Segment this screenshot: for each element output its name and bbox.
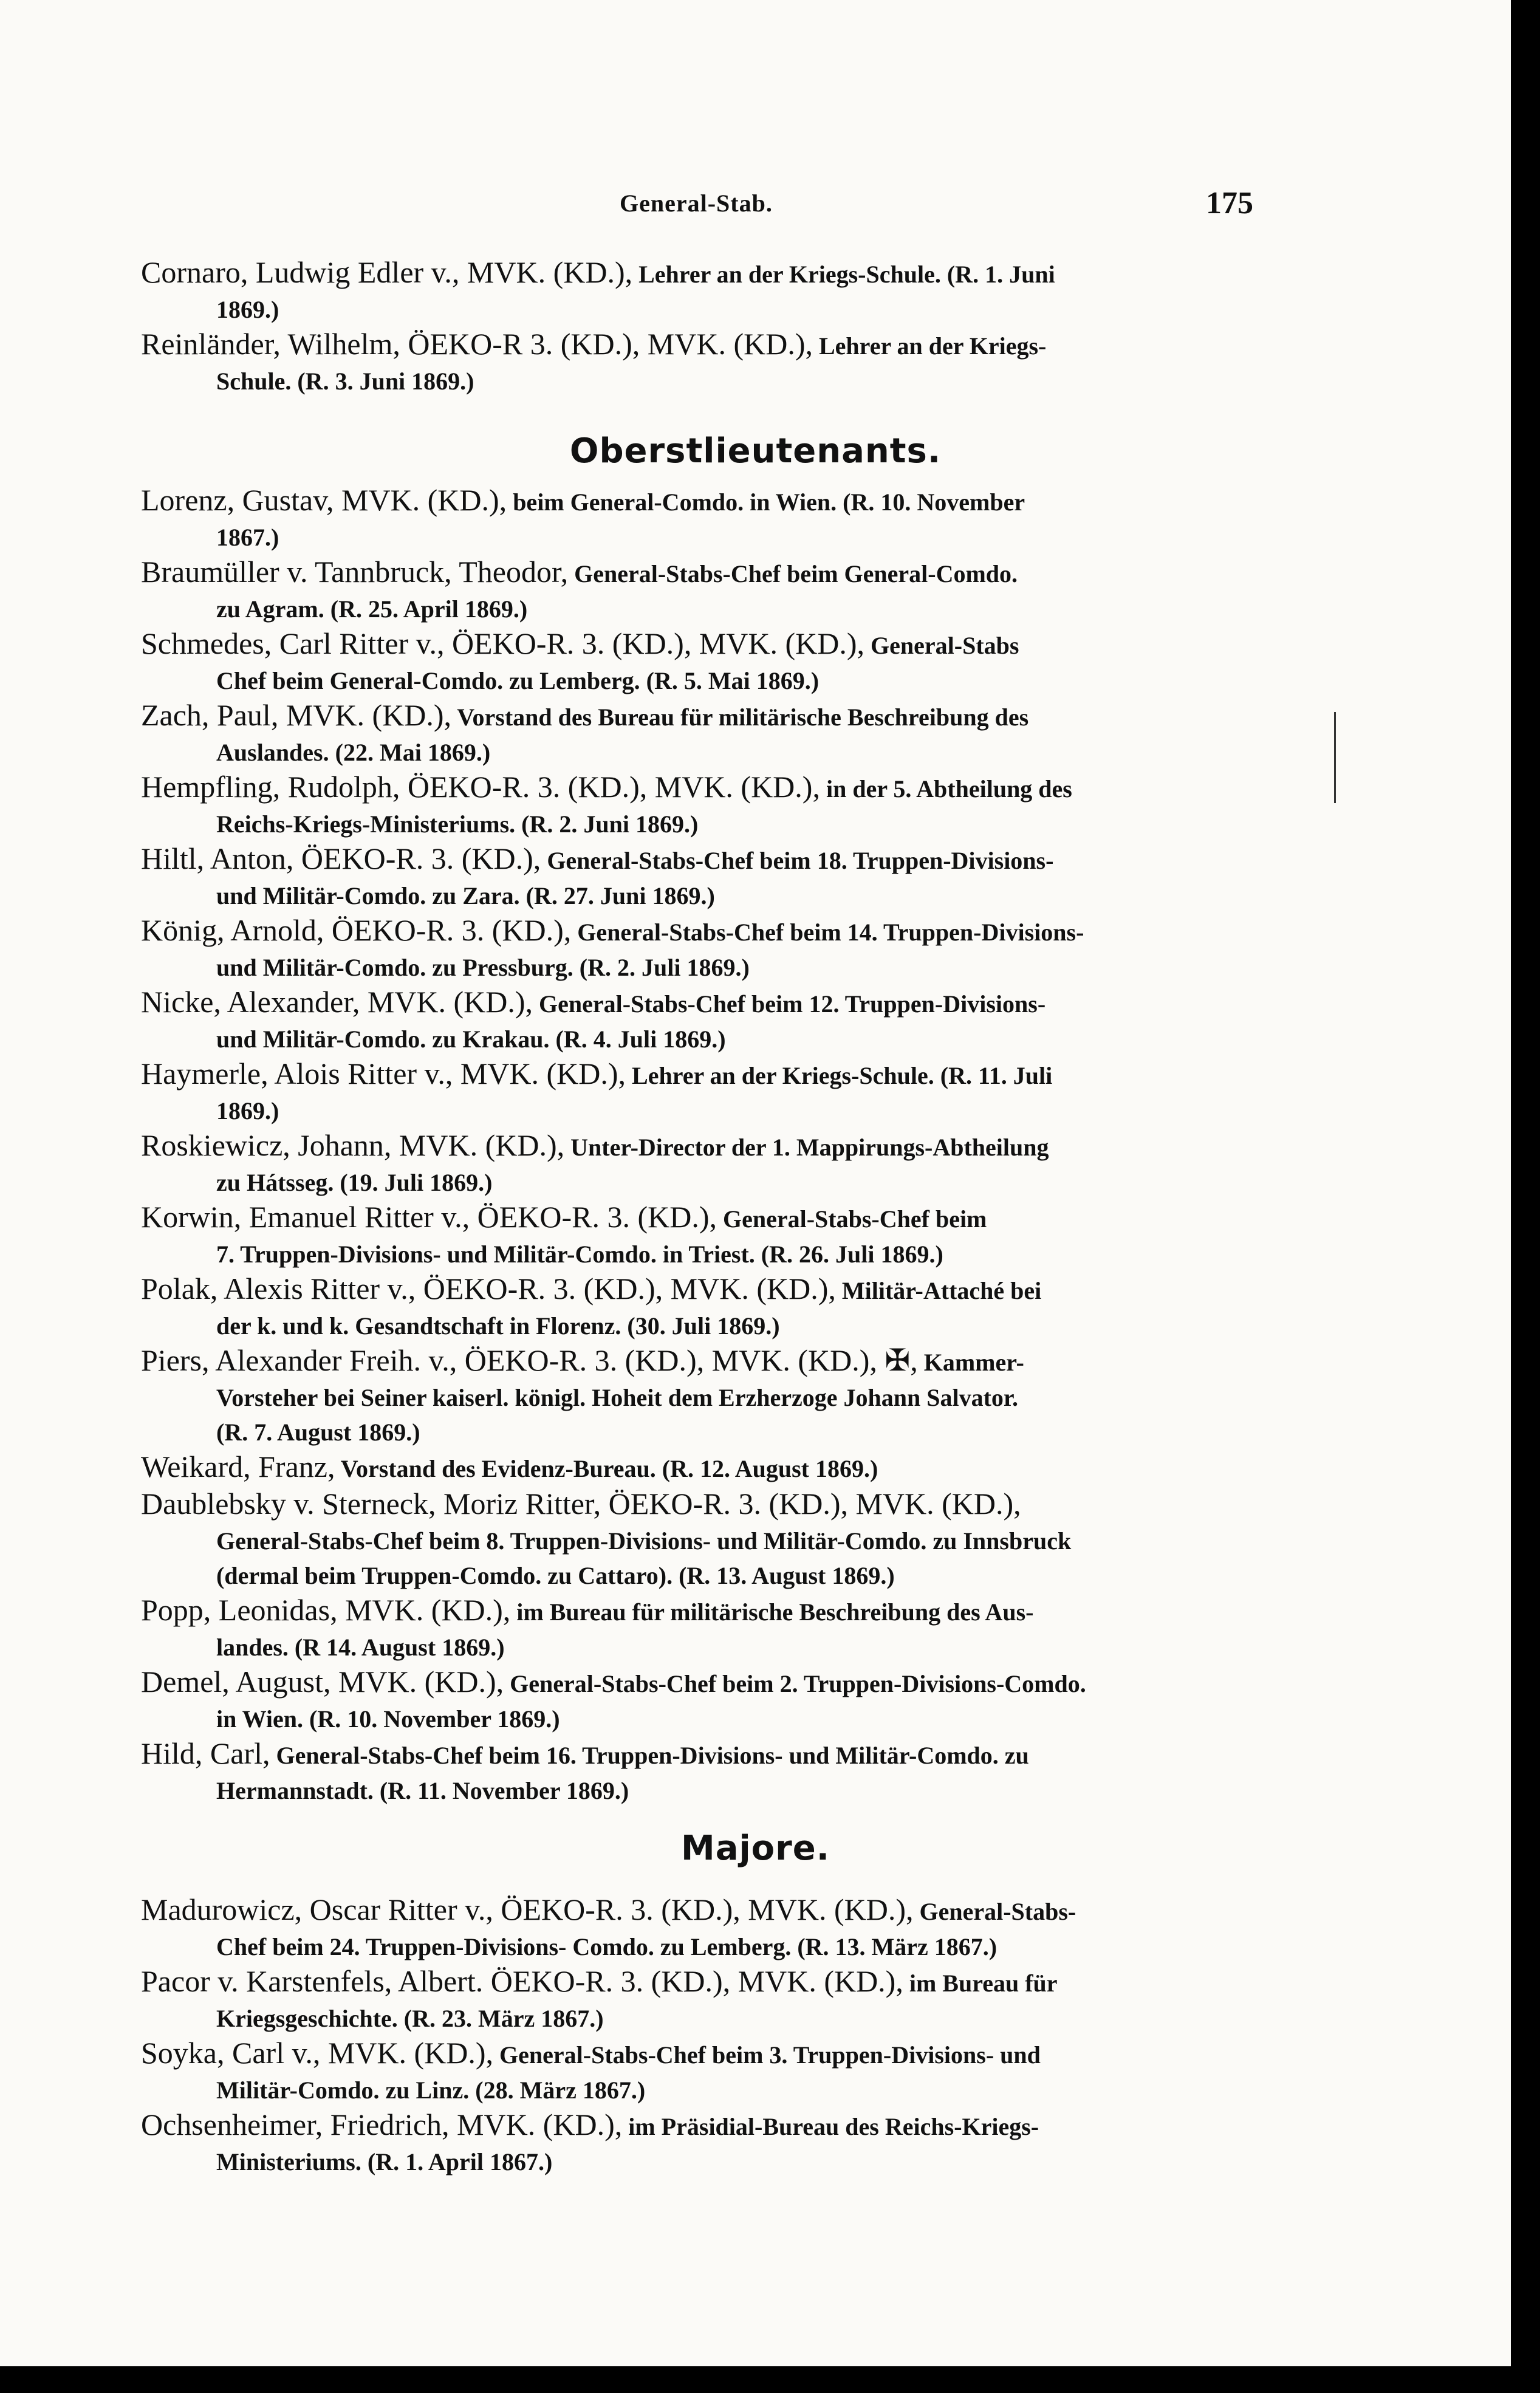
entry-detail: General-Stabs-Chef beim 16. Truppen-Divisions- und Militär-Comdo. zu: [270, 1742, 1029, 1769]
entry-detail: General-Stabs-Chef beim 18. Truppen-Divisions-: [541, 847, 1054, 874]
entry-detail: General-Stabs-Chef beim General-Comdo.: [568, 560, 1018, 587]
page-number: 175: [1206, 186, 1253, 221]
entry-name: Braumüller v. Tannbruck, Theodor,: [141, 555, 569, 589]
entry-continuation: der k. und k. Gesandtschaft in Florenz. (30. Juli 1869.): [216, 1312, 780, 1340]
entry-continuation: 1869.): [216, 1097, 279, 1125]
list-item: [141, 2036, 1283, 2107]
list-item: [141, 1665, 1283, 1736]
entry-continuation: Militär-Comdo. zu Linz. (28. März 1867.): [216, 2076, 646, 2104]
entry-detail: Lehrer an der Kriegs-: [812, 332, 1047, 360]
list-item: [141, 1272, 1283, 1343]
margin-mark: [1334, 712, 1336, 803]
entry-continuation: und Militär-Comdo. zu Zara. (R. 27. Juni 1869.): [216, 882, 715, 909]
list-item: [141, 2107, 1283, 2179]
entry-continuation: Hermannstadt. (R. 11. November 1869.): [216, 1777, 629, 1804]
entry-continuation: Auslandes. (22. Mai 1869.): [216, 739, 491, 766]
entry-continuation: Chef beim 24. Truppen-Divisions- Comdo. zu Lemberg. (R. 13. März 1867.): [216, 1933, 998, 1960]
entry-name: Weikard, Franz,: [141, 1450, 335, 1484]
entry-detail: Lehrer an der Kriegs-Schule. (R. 1. Juni: [632, 261, 1055, 288]
entry-name: Schmedes, Carl Ritter v., ÖEKO-R. 3. (KD.), MVK. (KD.),: [141, 626, 865, 660]
entry-detail: im Bureau für militärische Beschreibung des Aus-: [510, 1598, 1034, 1626]
entry-name: Popp, Leonidas, MVK. (KD.),: [141, 1593, 511, 1627]
entry-continuation: zu Hátsseg. (19. Juli 1869.): [216, 1169, 493, 1196]
entry-name: Lorenz, Gustav, MVK. (KD.),: [141, 483, 507, 517]
entry-continuation: und Militär-Comdo. zu Krakau. (R. 4. Juli 1869.): [216, 1025, 726, 1053]
entry-continuation: in Wien. (R. 10. November 1869.): [216, 1705, 560, 1733]
list-item: [141, 255, 1283, 327]
running-title: General-Stab.: [620, 190, 773, 217]
list-item: [141, 1892, 1283, 1964]
entry-continuation: Schule. (R. 3. Juni 1869.): [216, 368, 474, 395]
entry-continuation: Reichs-Kriegs-Ministeriums. (R. 2. Juni 1869.): [216, 810, 699, 838]
list-item: [141, 841, 1283, 913]
entry-continuation: General-Stabs-Chef beim 8. Truppen-Divisions- und Militär-Comdo. zu Innsbruck: [216, 1527, 1072, 1555]
list-item: [141, 1736, 1283, 1808]
running-head: [0, 185, 1511, 222]
entry-name: Hiltl, Anton, ÖEKO-R. 3. (KD.),: [141, 841, 541, 875]
entry-continuation: Kriegsgeschichte. (R. 23. März 1867.): [216, 2005, 604, 2032]
entry-detail: General-Stabs-Chef beim 12. Truppen-Divisions-: [533, 990, 1046, 1018]
entry-name: Zach, Paul, MVK. (KD.),: [141, 698, 452, 732]
entry-name: Reinländer, Wilhelm, ÖEKO-R 3. (KD.), MVK. (KD.),: [141, 327, 813, 361]
list-item: [141, 626, 1283, 698]
list-item: [141, 1200, 1283, 1272]
entry-name: Nicke, Alexander, MVK. (KD.),: [141, 985, 533, 1019]
list-item: [141, 913, 1283, 985]
oberstlieutenants-list: [141, 483, 1283, 1808]
entry-continuation: 1867.): [216, 524, 279, 551]
list-item: [141, 1128, 1283, 1200]
entry-detail: General-Stabs-Chef beim: [716, 1205, 987, 1233]
entry-name: Ochsenheimer, Friedrich, MVK. (KD.),: [141, 2107, 623, 2141]
intro-block: [141, 255, 1283, 399]
list-item: [141, 1450, 1283, 1487]
entry-detail: Vorstand des Bureau für militärische Beschreibung des: [451, 704, 1029, 731]
entry-name: Cornaro, Ludwig Edler v., MVK. (KD.),: [141, 255, 633, 289]
list-item: [141, 1056, 1283, 1128]
entry-detail: General-Stabs-Chef beim 3. Truppen-Divisions- und: [493, 2041, 1041, 2069]
entry-name: Pacor v. Karstenfels, Albert. ÖEKO-R. 3. (KD.), MVK. (KD.),: [141, 1964, 903, 1998]
entry-detail: Kammer-: [917, 1349, 1024, 1376]
entry-detail: in der 5. Abtheilung des: [820, 775, 1072, 803]
entry-name: Haymerle, Alois Ritter v., MVK. (KD.),: [141, 1056, 626, 1090]
entry-detail: General-Stabs-: [913, 1898, 1076, 1925]
list-item: [141, 770, 1283, 841]
entry-detail: beim General-Comdo. in Wien. (R. 10. November: [507, 488, 1025, 516]
list-item: [141, 1593, 1283, 1665]
entry-detail: Lehrer an der Kriegs-Schule. (R. 11. Juli: [626, 1062, 1053, 1089]
list-item: [141, 985, 1283, 1056]
entry-detail: General-Stabs-Chef beim 14. Truppen-Divisions-: [571, 919, 1084, 946]
entry-continuation: Vorsteher bei Seiner kaiserl. königl. Hoheit dem Erzherzoge Johann Salvator.: [216, 1384, 1018, 1411]
entry-detail: im Bureau für: [903, 1970, 1058, 1997]
list-item: [141, 1487, 1283, 1593]
entry-detail: General-Stabs: [864, 632, 1019, 659]
entry-continuation: (R. 7. August 1869.): [216, 1419, 420, 1446]
list-item: [141, 1964, 1283, 2036]
entry-name: Soyka, Carl v., MVK. (KD.),: [141, 2036, 494, 2070]
section-heading-oberstlieutenants: Oberstlieutenants.: [569, 431, 942, 471]
entry-continuation: (dermal beim Truppen-Comdo. zu Cattaro). (R. 13. August 1869.): [216, 1562, 895, 1589]
entry-name: Hild, Carl,: [141, 1736, 270, 1770]
list-item: [141, 555, 1283, 626]
entry-name: Hempfling, Rudolph, ÖEKO-R. 3. (KD.), MVK. (KD.),: [141, 770, 820, 804]
entry-continuation: Chef beim General-Comdo. zu Lemberg. (R. 5. Mai 1869.): [216, 667, 820, 694]
entry-detail: Unter-Director der 1. Mappirungs-Abtheilung: [564, 1134, 1049, 1161]
majore-list: [141, 1892, 1283, 2179]
entry-name: Korwin, Emanuel Ritter v., ÖEKO-R. 3. (KD.),: [141, 1200, 717, 1234]
list-item: [141, 698, 1283, 770]
list-item: [141, 483, 1283, 555]
entry-name: Demel, August, MVK. (KD.),: [141, 1665, 504, 1699]
entry-name: Madurowicz, Oscar Ritter v., ÖEKO-R. 3. (KD.), MVK. (KD.),: [141, 1892, 914, 1926]
entry-name: Roskiewicz, Johann, MVK. (KD.),: [141, 1128, 565, 1162]
list-item: [141, 1343, 1283, 1450]
entry-continuation: landes. (R 14. August 1869.): [216, 1634, 505, 1661]
entry-name: Polak, Alexis Ritter v., ÖEKO-R. 3. (KD.), MVK. (KD.),: [141, 1272, 836, 1306]
entry-continuation: zu Agram. (R. 25. April 1869.): [216, 595, 528, 623]
entry-continuation: Ministeriums. (R. 1. April 1867.): [216, 2148, 553, 2176]
entry-continuation: 1869.): [216, 296, 279, 323]
entry-detail: General-Stabs-Chef beim 2. Truppen-Divisions-Comdo.: [504, 1670, 1086, 1697]
entry-continuation: und Militär-Comdo. zu Pressburg. (R. 2. Juli 1869.): [216, 954, 750, 981]
entry-name: Piers, Alexander Freih. v., ÖEKO-R. 3. (KD.), MVK. (KD.), ✠,: [141, 1343, 918, 1377]
entry-detail: im Präsidial-Bureau des Reichs-Kriegs-: [622, 2113, 1039, 2140]
section-heading-majore: Majore.: [680, 1829, 830, 1868]
entry-name: König, Arnold, ÖEKO-R. 3. (KD.),: [141, 913, 572, 947]
list-item: [141, 327, 1283, 399]
entry-name: Daublebsky v. Sterneck, Moriz Ritter, ÖEKO-R. 3. (KD.), MVK. (KD.),: [141, 1487, 1021, 1521]
entry-detail: Vorstand des Evidenz-Bureau. (R. 12. August 1869.): [335, 1455, 878, 1482]
entry-continuation: 7. Truppen-Divisions- und Militär-Comdo. in Triest. (R. 26. Juli 1869.): [216, 1241, 943, 1268]
entry-detail: Militär-Attaché bei: [835, 1277, 1042, 1304]
